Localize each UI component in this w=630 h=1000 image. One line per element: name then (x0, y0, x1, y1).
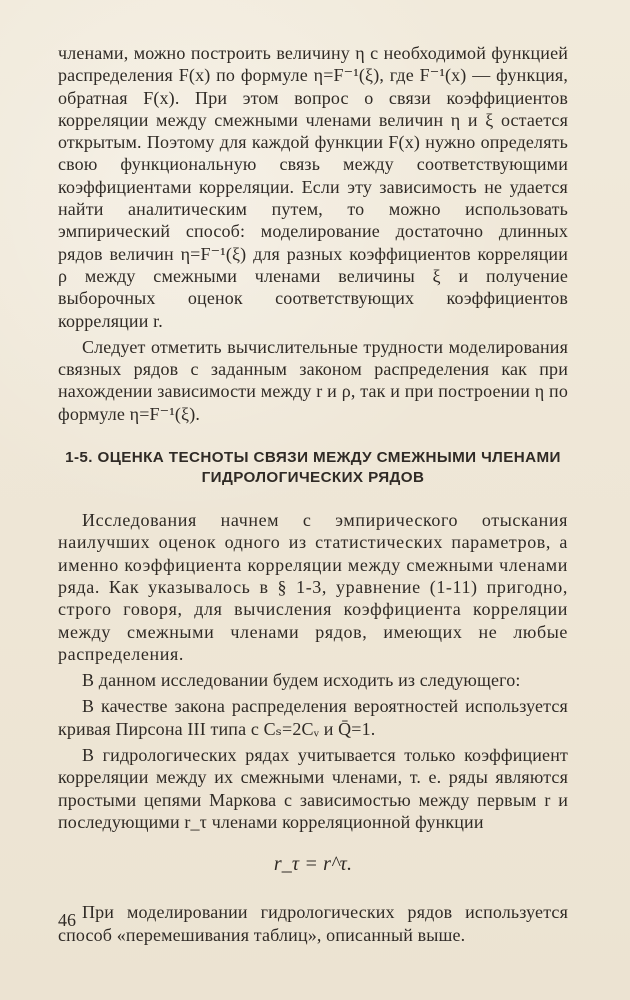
page-content (58, 42, 568, 950)
paragraph-1: членами, можно построить величину η с необходимой функцией распределения F(x) по формуле η=F⁻¹(ξ), где F⁻¹(x) — функция, обратная F(x). При этом вопрос о связи коэффициентов корреляции между смежными членами величин η и ξ остается открытым. Поэтому для каждой функции F(x) нужно определять свою функциональную связь между соответствующими коэффициентами корреляции. Если эту зависимость не удается найти аналитическим путем, то можно использовать эмпирический способ: моделирование достаточно длинных рядов величин η=F⁻¹(ξ) для разных коэффициентов корреляции ρ между смежными членами величины ξ и получение выборочных оценок соответствующих коэффициентов корреляции r. (58, 43, 568, 331)
paragraph-7: При моделировании гидрологических рядов используется способ «перемешивания таблиц», описанный выше. (58, 902, 568, 945)
paragraph-3: Исследования начнем с эмпирического отыскания наилучших оценок одного из статистических параметров, а именно коэффициента корреляции между смежными членами ряда. Как указывалось в § 1-3, уравнение (1-11) пригодно, строго говоря, для вычисления коэффициента корреляции между смежными членами рядов, имеющих не любые распределения. (58, 510, 568, 664)
paragraph-5: В качестве закона распределения вероятностей используется кривая Пирсона III типа с Cₛ=2Cᵥ и Q̄=1. (58, 696, 568, 739)
section-heading-line-1: 1-5. ОЦЕНКА ТЕСНОТЫ СВЯЗИ МЕЖДУ СМЕЖНЫМИ ЧЛЕНАМИ (65, 449, 561, 467)
page-number: 46 (58, 910, 76, 930)
section-heading-line-2: ГИДРОЛОГИЧЕСКИХ РЯДОВ (201, 469, 425, 487)
paragraph-2: Следует отметить вычислительные трудности моделирования связных рядов с заданным законом распределения как при нахождении зависимости между r и ρ, так и при построении η по формуле η=F⁻¹(ξ). (58, 336, 568, 424)
paragraph-6: В гидрологических рядах учитывается только коэффициент корреляции между их смежными членами, т. е. ряды являются простыми цепями Маркова с зависимостью между первым r и последующими r_τ членами корреляционной функции (58, 745, 568, 832)
section-heading (58, 448, 568, 488)
formula: r_τ = r^τ. (273, 853, 353, 876)
paragraph-4: В данном исследовании будем исходить из следующего: (82, 670, 521, 691)
